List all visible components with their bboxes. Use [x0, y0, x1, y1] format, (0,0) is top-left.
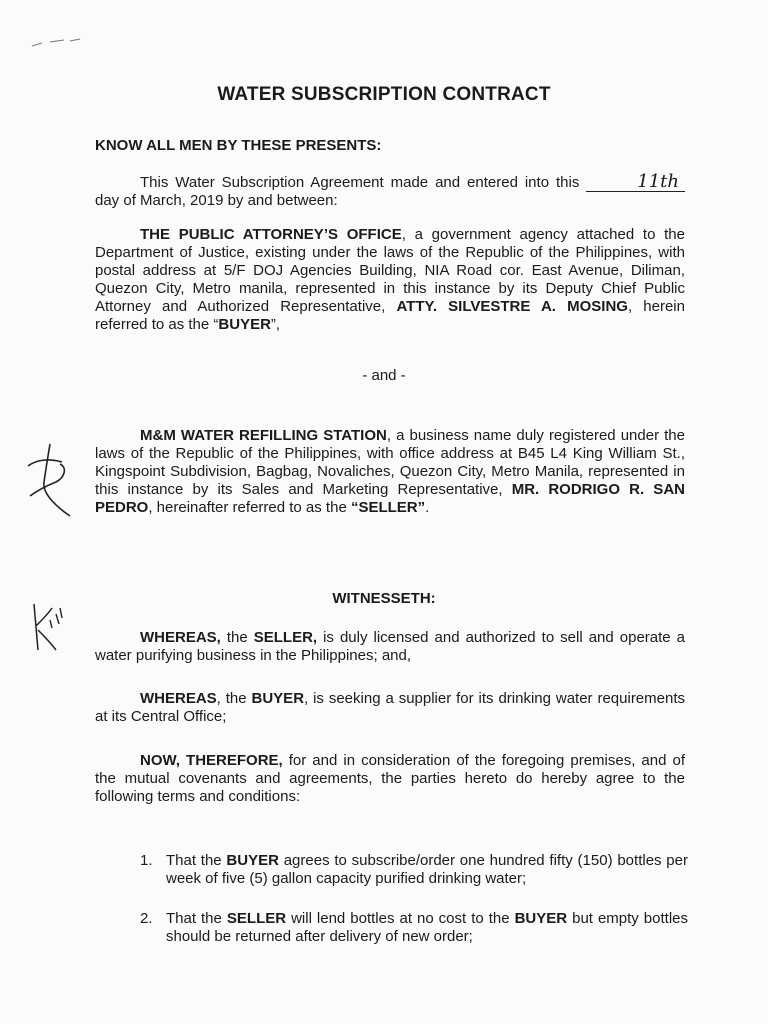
- term-2-party-1: SELLER: [226, 910, 287, 927]
- term-2-party-2: BUYER: [514, 910, 568, 927]
- seller-name: M&M WATER REFILLING STATION: [140, 427, 387, 444]
- whereas-1-lead: WHEREAS,: [140, 629, 221, 646]
- term-1-text-1: That the: [166, 852, 227, 869]
- seller-paragraph: [95, 427, 685, 517]
- handwritten-day-text: 11th: [637, 171, 679, 192]
- whereas-buyer-paragraph: [95, 690, 685, 726]
- buyer-text-3: ”,: [270, 316, 281, 333]
- term-text: [166, 852, 688, 888]
- whereas-seller-paragraph: [95, 629, 685, 665]
- opening-heading: KNOW ALL MEN BY THESE PRESENTS:: [95, 137, 382, 154]
- term-item-2: [140, 910, 688, 946]
- now-therefore-text: for and in consideration of the foregoing premises, and of the mutual covenants and agreements, the parties hereto do hereby agree to the following terms and conditions:: [95, 752, 685, 805]
- scan-mark: [30, 36, 90, 50]
- intro-after-day: day of March, 2019 by and between:: [95, 192, 338, 209]
- term-1-party: BUYER: [226, 852, 279, 869]
- seller-label: “SELLER”: [350, 499, 426, 516]
- term-item-1: [140, 852, 688, 888]
- whereas-2-text-1: , the: [216, 690, 252, 707]
- term-2-text-2: will lend bottles at no cost to the: [286, 910, 515, 927]
- seller-text-1: , a business name duly registered under the laws of the Republic of the Philippines, with office address at B45 L4 King William St., Kingspoint Subdivision, Bagbag, Novaliches, Quezon City, Metro Manila, represented in this instance by its Sales and Marketing Representative,: [95, 427, 685, 498]
- term-2-text-3: but empty bottles should be returned after delivery of new order;: [166, 910, 689, 945]
- seller-text-3: .: [425, 499, 430, 516]
- whereas-1-party: SELLER,: [253, 629, 318, 646]
- intro-before-day: This Water Subscription Agreement made and entered into this: [140, 174, 580, 191]
- term-text: [166, 910, 688, 946]
- now-therefore-lead: NOW, THEREFORE,: [140, 752, 283, 769]
- buyer-name: THE PUBLIC ATTORNEY’S OFFICE: [140, 226, 402, 243]
- whereas-1-text-2: is duly licensed and authorized to sell and operate a water purifying business in the Philippines; and,: [95, 629, 685, 664]
- handwritten-initial-mark-1: [18, 438, 80, 518]
- now-therefore-paragraph: [95, 752, 685, 806]
- whereas-1-text-1: the: [220, 629, 254, 646]
- seller-text-2: , hereinafter referred to as the: [148, 499, 351, 516]
- term-number: 2.: [140, 910, 153, 927]
- and-separator: - and -: [362, 367, 406, 384]
- seller-representative: MR. RODRIGO R. SAN PEDRO: [95, 481, 685, 516]
- buyer-label: BUYER: [218, 316, 271, 333]
- handwritten-initial-mark-2: [26, 600, 66, 660]
- document-title: WATER SUBSCRIPTION CONTRACT: [217, 84, 551, 105]
- intro-paragraph: [95, 171, 685, 210]
- witnesseth-heading: WITNESSETH:: [332, 590, 436, 607]
- buyer-text-2: , herein referred to as the “: [95, 298, 685, 333]
- whereas-2-text-2: , is seeking a supplier for its drinking water requirements at its Central Office;: [95, 690, 685, 725]
- buyer-text-1: , a government agency attached to the Department of Justice, existing under the laws of the Republic of the Philippines, with postal address at 5/F DOJ Agencies Building, NIA Road cor. East Avenue, Diliman, Quezon City, Metro manila, represented in this instance by its Deputy Chief Public Attorney and Authorized Representative,: [95, 226, 685, 315]
- handwritten-day: [586, 171, 685, 192]
- whereas-2-party: BUYER: [251, 690, 305, 707]
- buyer-representative: ATTY. SILVESTRE A. MOSING: [396, 298, 628, 315]
- term-1-text-2: agrees to subscribe/order one hundred fifty (150) bottles per week of five (5) gallon capacity purified drinking water;: [166, 852, 688, 887]
- whereas-2-lead: WHEREAS: [140, 690, 217, 707]
- buyer-paragraph: [95, 226, 685, 334]
- term-number: 1.: [140, 852, 153, 869]
- term-2-text-1: That the: [166, 910, 227, 927]
